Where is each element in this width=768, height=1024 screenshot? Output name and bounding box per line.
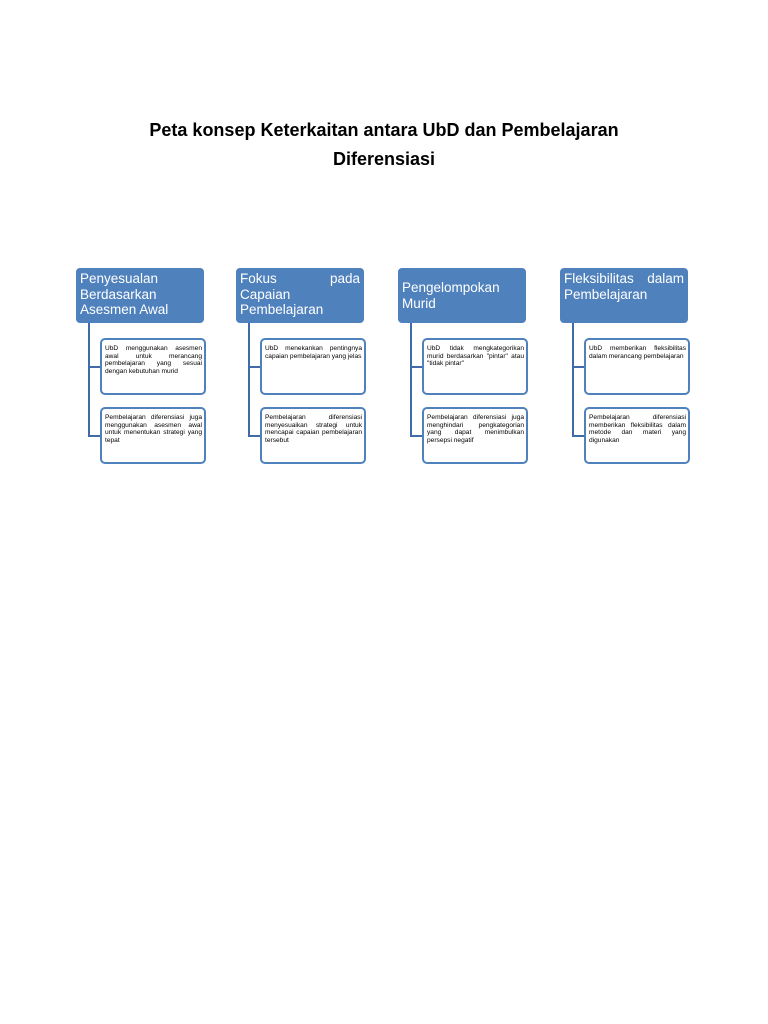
concept-heading-text: Fleksibilitas dalam Pembelajaran <box>564 271 684 302</box>
concept-column-4 <box>560 268 700 468</box>
concept-column-1 <box>76 268 216 468</box>
connector-vertical <box>572 323 574 435</box>
connector-vertical <box>248 323 250 435</box>
concept-heading <box>398 268 526 323</box>
page-title <box>84 116 684 174</box>
concept-heading <box>236 268 364 323</box>
title-line-2: Diferensiasi <box>332 149 436 169</box>
concept-heading <box>560 268 688 323</box>
concept-detail-box: UbD menekankan pentingnya capaian pembelajaran yang jelas <box>260 338 366 395</box>
concept-heading-text: Penyesualan Berdasarkan Asesmen Awal <box>80 271 169 317</box>
concept-column-3 <box>398 268 538 468</box>
connector-vertical <box>410 323 412 435</box>
concept-detail-box: Pembelajaran diferensiasi juga menggunakan asesmen awal untuk menentukan strategi yang tepat <box>100 407 206 464</box>
connector-vertical <box>88 323 90 435</box>
concept-detail-box: UbD menggunakan asesmen awal untuk merancang pembelajaran yang sesuai dengan kebutuhan murid <box>100 338 206 395</box>
concept-heading <box>76 268 204 323</box>
concept-column-2 <box>236 268 376 468</box>
concept-detail-box: UbD memberikan fleksibilitas dalam merancang pembelajaran <box>584 338 690 395</box>
title-line-1: Peta konsep Keterkaitan antara UbD dan Pembelajaran <box>149 120 619 140</box>
concept-detail-box: UbD tidak mengkategorikan murid berdasarkan "pintar" atau "tidak pintar" <box>422 338 528 395</box>
concept-heading-text: Fokus pada Capaian Pembelajaran <box>240 271 360 317</box>
concept-detail-box: Pembelajaran diferensiasi menyesuaikan strategi untuk mencapai capaian pembelajaran tersebut <box>260 407 366 464</box>
concept-detail-box: Pembelajaran diferensiasi memberikan fleksibilitas dalam metode dan materi yang digunakan <box>584 407 690 464</box>
concept-heading-text: Pengelompokan Murid <box>402 280 500 311</box>
concept-detail-box: Pembelajaran diferensiasi juga menghindari pengkategorian yang dapat menimbulkan persepsi negatif <box>422 407 528 464</box>
